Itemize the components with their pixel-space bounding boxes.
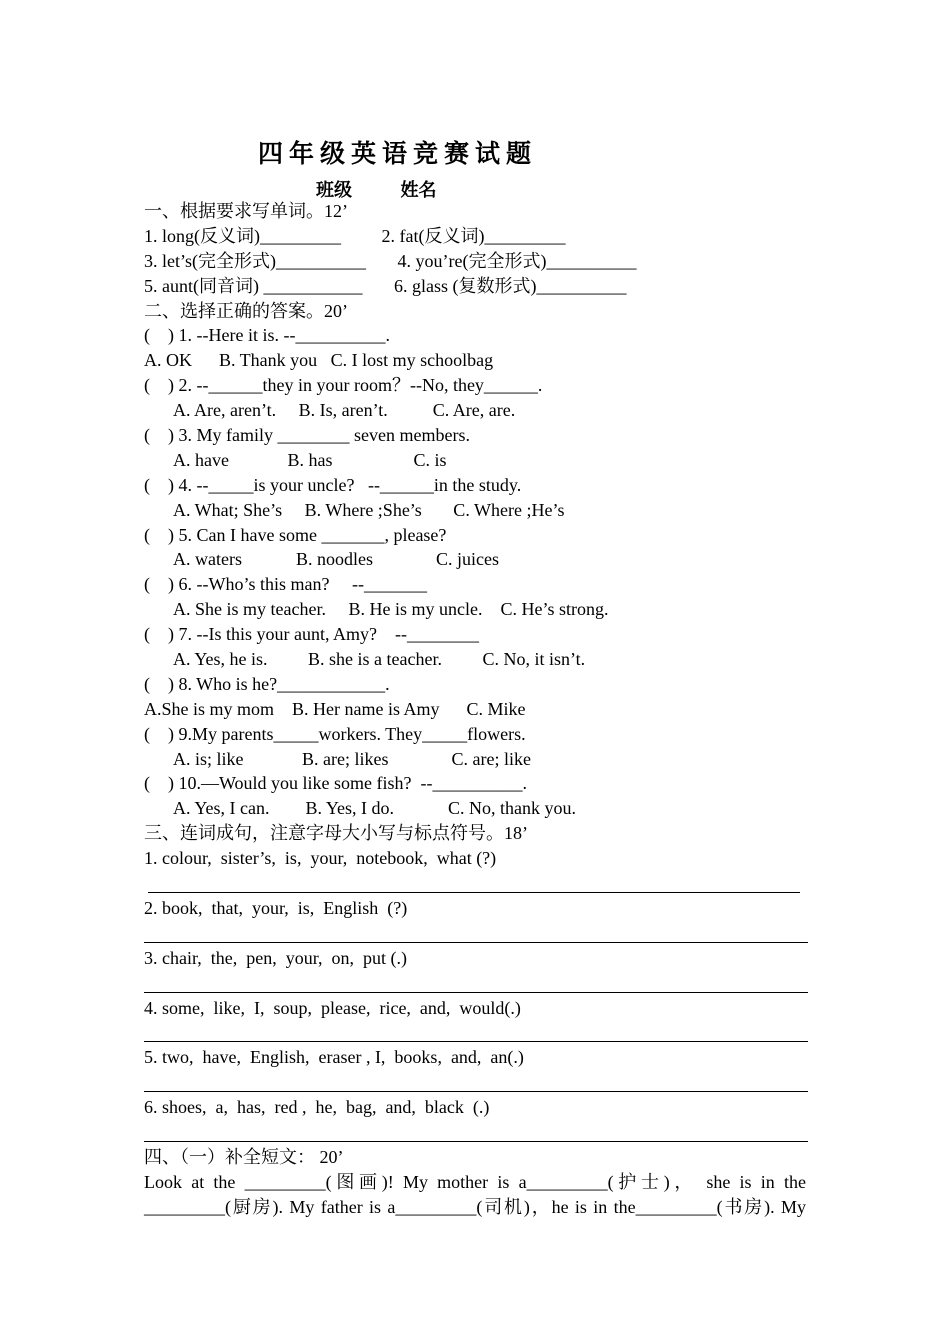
question-3: ( ) 3. My family ________ seven members. [144,425,470,446]
question-7: ( ) 7. --Is this your aunt, Amy? --________ [144,624,479,645]
question-1-options: A. OK B. Thank you C. I lost my schoolbag [144,350,494,371]
question-3-options: A. have B. has C. is [173,449,447,470]
section1-heading: 一、根据要求写单词。12’ [144,201,348,221]
section1-row: 5. aunt(同音词) ___________ 6. glass (复数形式)__________ [144,275,627,296]
question-8-options: A.She is my mom B. Her name is Amy C. Mike [144,698,526,719]
question-2: ( ) 2. --______they in your room？--No, they______. [144,375,543,396]
question-10-options: A. Yes, I can. B. Yes, I do. C. No, thank you. [173,798,577,819]
section1-row: 1. long(反义词)_________ 2. fat(反义词)_________ [144,225,566,246]
question-9: ( ) 9.My parents_____workers. They_____flowers. [144,723,526,744]
question-1: ( ) 1. --Here it is. --__________. [144,325,390,346]
question-4: ( ) 4. --_____is your uncle? --______in the study. [144,474,522,495]
class-label: 班级 [316,180,352,200]
sentence-item-2: 2. book, that, your, is, English (?) [144,897,408,918]
question-6: ( ) 6. --Who’s this man? --_______ [144,574,427,595]
section4-heading: 四、（一）补全短文： 20’ [144,1146,344,1167]
sentence-item-3: 3. chair, the, pen, your, on, put (.) [144,947,407,968]
section1-row: 3. let’s(完全形式)__________ 4. you’re(完全形式)__________ [144,250,637,271]
question-10: ( ) 10.—Would you like some fish? --__________. [144,773,528,794]
question-2-options: A. Are, aren’t. B. Is, aren’t. C. Are, are. [173,400,516,421]
question-4-options: A. What; She’s B. Where ;She’s C. Where ;He’s [173,499,565,520]
answer-line [144,1020,806,1045]
question-8: ( ) 8. Who is he?____________. [144,673,390,694]
section3-heading: 三、连词成句，注意字母大小写与标点符号。18’ [144,823,528,844]
question-9-options: A. is; like B. are; likes C. are; like [173,748,531,769]
question-7-options: A. Yes, he is. B. she is a teacher. C. No, it isn’t. [173,649,586,670]
question-5: ( ) 5. Can I have some _______, please? [144,524,447,545]
answer-line [144,971,806,996]
answer-line [144,921,806,946]
exam-content [144,199,806,1220]
question-6-options: A. She is my teacher. B. He is my uncle. C. He’s strong. [173,599,609,620]
answer-line [144,1070,806,1095]
answer-line [144,871,806,896]
sentence-item-4: 4. some, like, I, soup, please, rice, and, would(.) [144,997,521,1018]
passage-line-1: Look at the _________(图画)! My mother is a_________(护士)， she is in the [144,1171,806,1192]
sentence-item-6: 6. shoes, a, has, red , he, bag, and, black (.) [144,1097,490,1118]
answer-line [144,1120,806,1145]
name-label: 姓名 [400,180,437,200]
passage-line-2: _________(厨房). My father is a_________(司机)，he is in the_________(书房). My [144,1196,806,1217]
sentence-item-1: 1. colour, sister’s, is, your, notebook, what (?) [144,848,497,869]
sentence-item-5: 5. two, have, English, eraser , I, books, and, an(.) [144,1047,524,1068]
page-title: 四年级英语竞赛试题 [258,141,538,168]
section2-heading: 二、选择正确的答案。20’ [144,300,348,321]
question-5-options: A. waters B. noodles C. juices [173,549,499,570]
